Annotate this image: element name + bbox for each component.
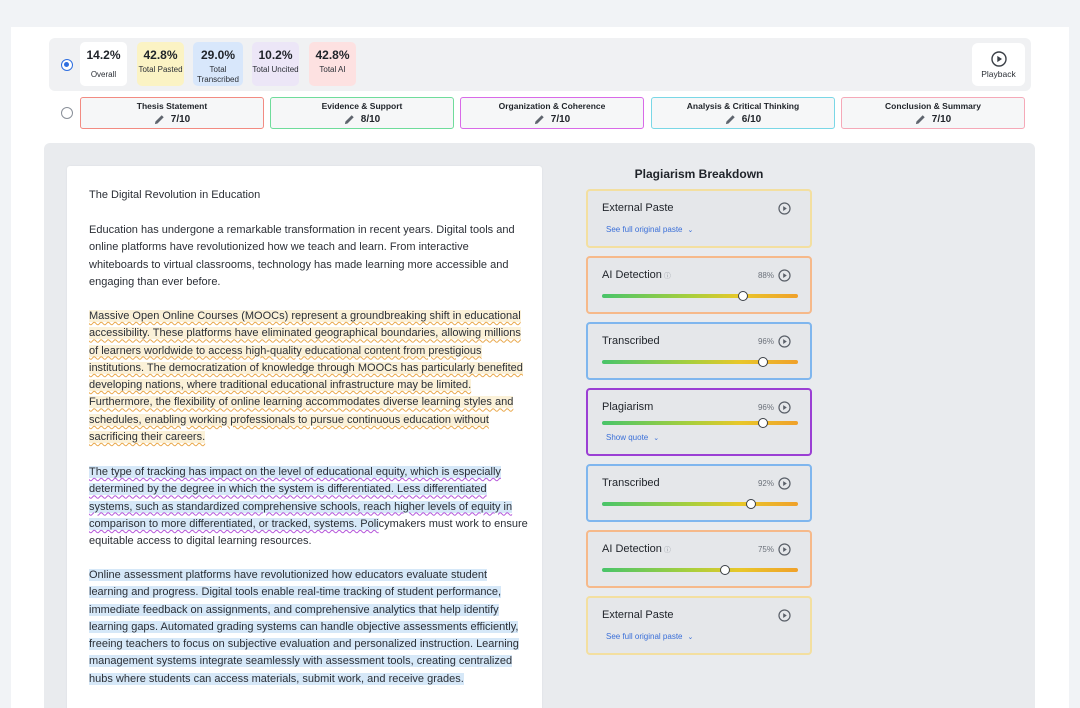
see-full-paste-link[interactable]: [606, 632, 693, 641]
essay-paragraph-3: [89, 464, 529, 550]
link-label: See full original paste: [606, 632, 683, 641]
transcribed-highlight[interactable]: Online assessment platforms have revolutionized how educators evaluate student learning and progress. Digital tools enable real-time tracking of student performance, immediate feedback on assignments, and comprehensive analytics that help identify learning gaps. Automated grading systems can handle objective assessments efficiently, freeing teachers to focus on subjective evaluation and personalized instruction. Learning management systems integrate seamlessly with assessment tools, creating centralized hubs where students can access materials, submit work, and receive grades.: [89, 569, 519, 685]
rubric-conclusion-summary[interactable]: [841, 97, 1025, 129]
rubric-title: Evidence & Support: [321, 101, 403, 111]
card-name: External Paste: [602, 609, 674, 621]
card-percent: 92%: [757, 479, 774, 488]
stat-overall-value: 14.2%: [86, 48, 121, 62]
breakdown-card-external-paste[interactable]: [586, 189, 812, 248]
stat-total-transcribed: [193, 42, 243, 86]
stat-total-pasted: [137, 42, 184, 86]
play-circle-icon[interactable]: [778, 609, 791, 622]
pencil-icon: [344, 114, 355, 125]
essay-paragraph-4: [89, 567, 529, 688]
stat-total-transcribed-label: Total Transcribed: [197, 65, 239, 84]
breakdown-card-external-paste-2[interactable]: [586, 596, 812, 655]
rubric-title: Analysis & Critical Thinking: [686, 101, 800, 111]
summary-view-radio[interactable]: [61, 59, 73, 71]
link-label: See full original paste: [606, 225, 683, 234]
pencil-icon: [154, 114, 165, 125]
breakdown-card-ai-detection-2[interactable]: [586, 530, 812, 588]
essay-paragraph-3-rest: cymakers must work to ensure equitable access to digital learning resources.: [89, 517, 528, 548]
stat-total-uncited-value: 10.2%: [258, 48, 293, 62]
card-percent: 88%: [757, 271, 774, 280]
breakdown-card-plagiarism[interactable]: [586, 388, 812, 456]
rubric-score: 8/10: [360, 114, 381, 125]
rubric-title: Organization & Coherence: [498, 101, 606, 111]
score-bar: [602, 568, 798, 572]
score-knob[interactable]: [746, 499, 756, 509]
score-bar: [602, 360, 798, 364]
rubric-score: 7/10: [550, 114, 571, 125]
essay-paragraph-2: [89, 308, 529, 446]
stat-total-pasted-value: 42.8%: [143, 48, 178, 62]
rubric-analysis-critical-thinking[interactable]: [651, 97, 835, 129]
stat-total-ai-value: 42.8%: [315, 48, 350, 62]
card-name: Transcribed: [602, 335, 660, 347]
playback-label: Playback: [981, 69, 1016, 79]
stat-total-pasted-label: Total Pasted: [138, 65, 183, 74]
play-circle-icon[interactable]: [778, 543, 791, 556]
breakdown-card-ai-detection[interactable]: [586, 256, 812, 314]
chevron-down-icon: ⌄: [687, 227, 694, 234]
score-bar: [602, 502, 798, 506]
pencil-icon: [725, 114, 736, 125]
card-name: Transcribed: [602, 477, 660, 489]
card-name-wrap: [602, 269, 671, 281]
pasted-highlight[interactable]: Massive Open Online Courses (MOOCs) represent a groundbreaking shift in educational accessibility. These platforms have eliminated geographical boundaries, allowing millions of learners worldwide to access high-quality educational content from prestigious institutions. The democratization of knowledge through MOOCs has particularly benefited developing nations, where traditional educational infrastructure may be limited. Furthermore, the flexibility of online learning accommodates diverse learning styles and schedules, enabling working professionals to pursue continuous education without sacrificing their careers.: [89, 310, 523, 444]
play-circle-icon[interactable]: [778, 335, 791, 348]
card-name: External Paste: [602, 202, 674, 214]
stat-overall-label: Overall: [90, 70, 117, 79]
card-name: Plagiarism: [602, 401, 654, 413]
play-circle-icon[interactable]: [778, 401, 791, 414]
stat-total-uncited: [252, 42, 299, 86]
score-knob[interactable]: [720, 565, 730, 575]
breakdown-title: Plagiarism Breakdown: [634, 167, 764, 181]
stat-total-ai: [309, 42, 356, 86]
pencil-icon: [534, 114, 545, 125]
essay-title: The Digital Revolution in Education: [89, 189, 261, 201]
info-icon[interactable]: ⓘ: [663, 273, 671, 280]
play-circle-icon[interactable]: [778, 269, 791, 282]
pencil-icon: [915, 114, 926, 125]
card-name: AI Detection: [602, 543, 662, 555]
rubric-view-radio[interactable]: [61, 107, 73, 119]
chevron-down-icon: ⌄: [687, 634, 694, 641]
card-percent: 75%: [757, 545, 774, 554]
rubric-score: 7/10: [170, 114, 191, 125]
score-knob[interactable]: [758, 357, 768, 367]
chevron-down-icon: ⌄: [653, 435, 660, 442]
rubric-score: 7/10: [931, 114, 952, 125]
rubric-title: Conclusion & Summary: [885, 101, 981, 111]
see-full-paste-link[interactable]: [606, 225, 693, 234]
card-percent: 96%: [757, 403, 774, 412]
score-bar: [602, 294, 798, 298]
score-knob[interactable]: [738, 291, 748, 301]
rubric-organization-coherence[interactable]: [460, 97, 644, 129]
card-name: AI Detection: [602, 269, 662, 281]
rubric-score: 6/10: [741, 114, 762, 125]
rubric-thesis-statement[interactable]: [80, 97, 264, 129]
rubric-title: Thesis Statement: [136, 101, 208, 111]
link-label: Show quote: [606, 433, 649, 442]
card-percent: 96%: [757, 337, 774, 346]
card-name-wrap: [602, 543, 671, 555]
stat-total-ai-label: Total AI: [319, 65, 346, 74]
stat-total-transcribed-value: 29.0%: [200, 48, 236, 62]
rubric-evidence-support[interactable]: [270, 97, 454, 129]
breakdown-card-transcribed-2[interactable]: [586, 464, 812, 522]
stat-total-uncited-label: Total Uncited: [252, 65, 299, 74]
play-circle-icon: [991, 51, 1007, 67]
info-icon[interactable]: ⓘ: [663, 547, 671, 554]
stat-overall: [80, 42, 127, 86]
essay-paragraph-1: Education has undergone a remarkable transformation in recent years. Digital tools and online platforms have revolutionized how we teach and learn. From interactive whiteboards to virtual classrooms, technology has made learning more accessible and engaging than ever before.: [89, 224, 515, 288]
play-circle-icon[interactable]: [778, 477, 791, 490]
show-quote-link[interactable]: [606, 433, 659, 442]
play-circle-icon[interactable]: [778, 202, 791, 215]
score-bar: [602, 421, 798, 425]
breakdown-card-transcribed[interactable]: [586, 322, 812, 380]
score-knob[interactable]: [758, 418, 768, 428]
playback-button[interactable]: [972, 43, 1025, 86]
plagiarism-quote-highlight[interactable]: The type of tracking has impact on the level of educational equity, which is especially determined by the degree in which the system is differentiated. Less differentiated systems, such as standardized comprehensive schools, reach higher levels of equity in comparison to more differentiated, or tracked, systems. Poli: [89, 466, 513, 530]
